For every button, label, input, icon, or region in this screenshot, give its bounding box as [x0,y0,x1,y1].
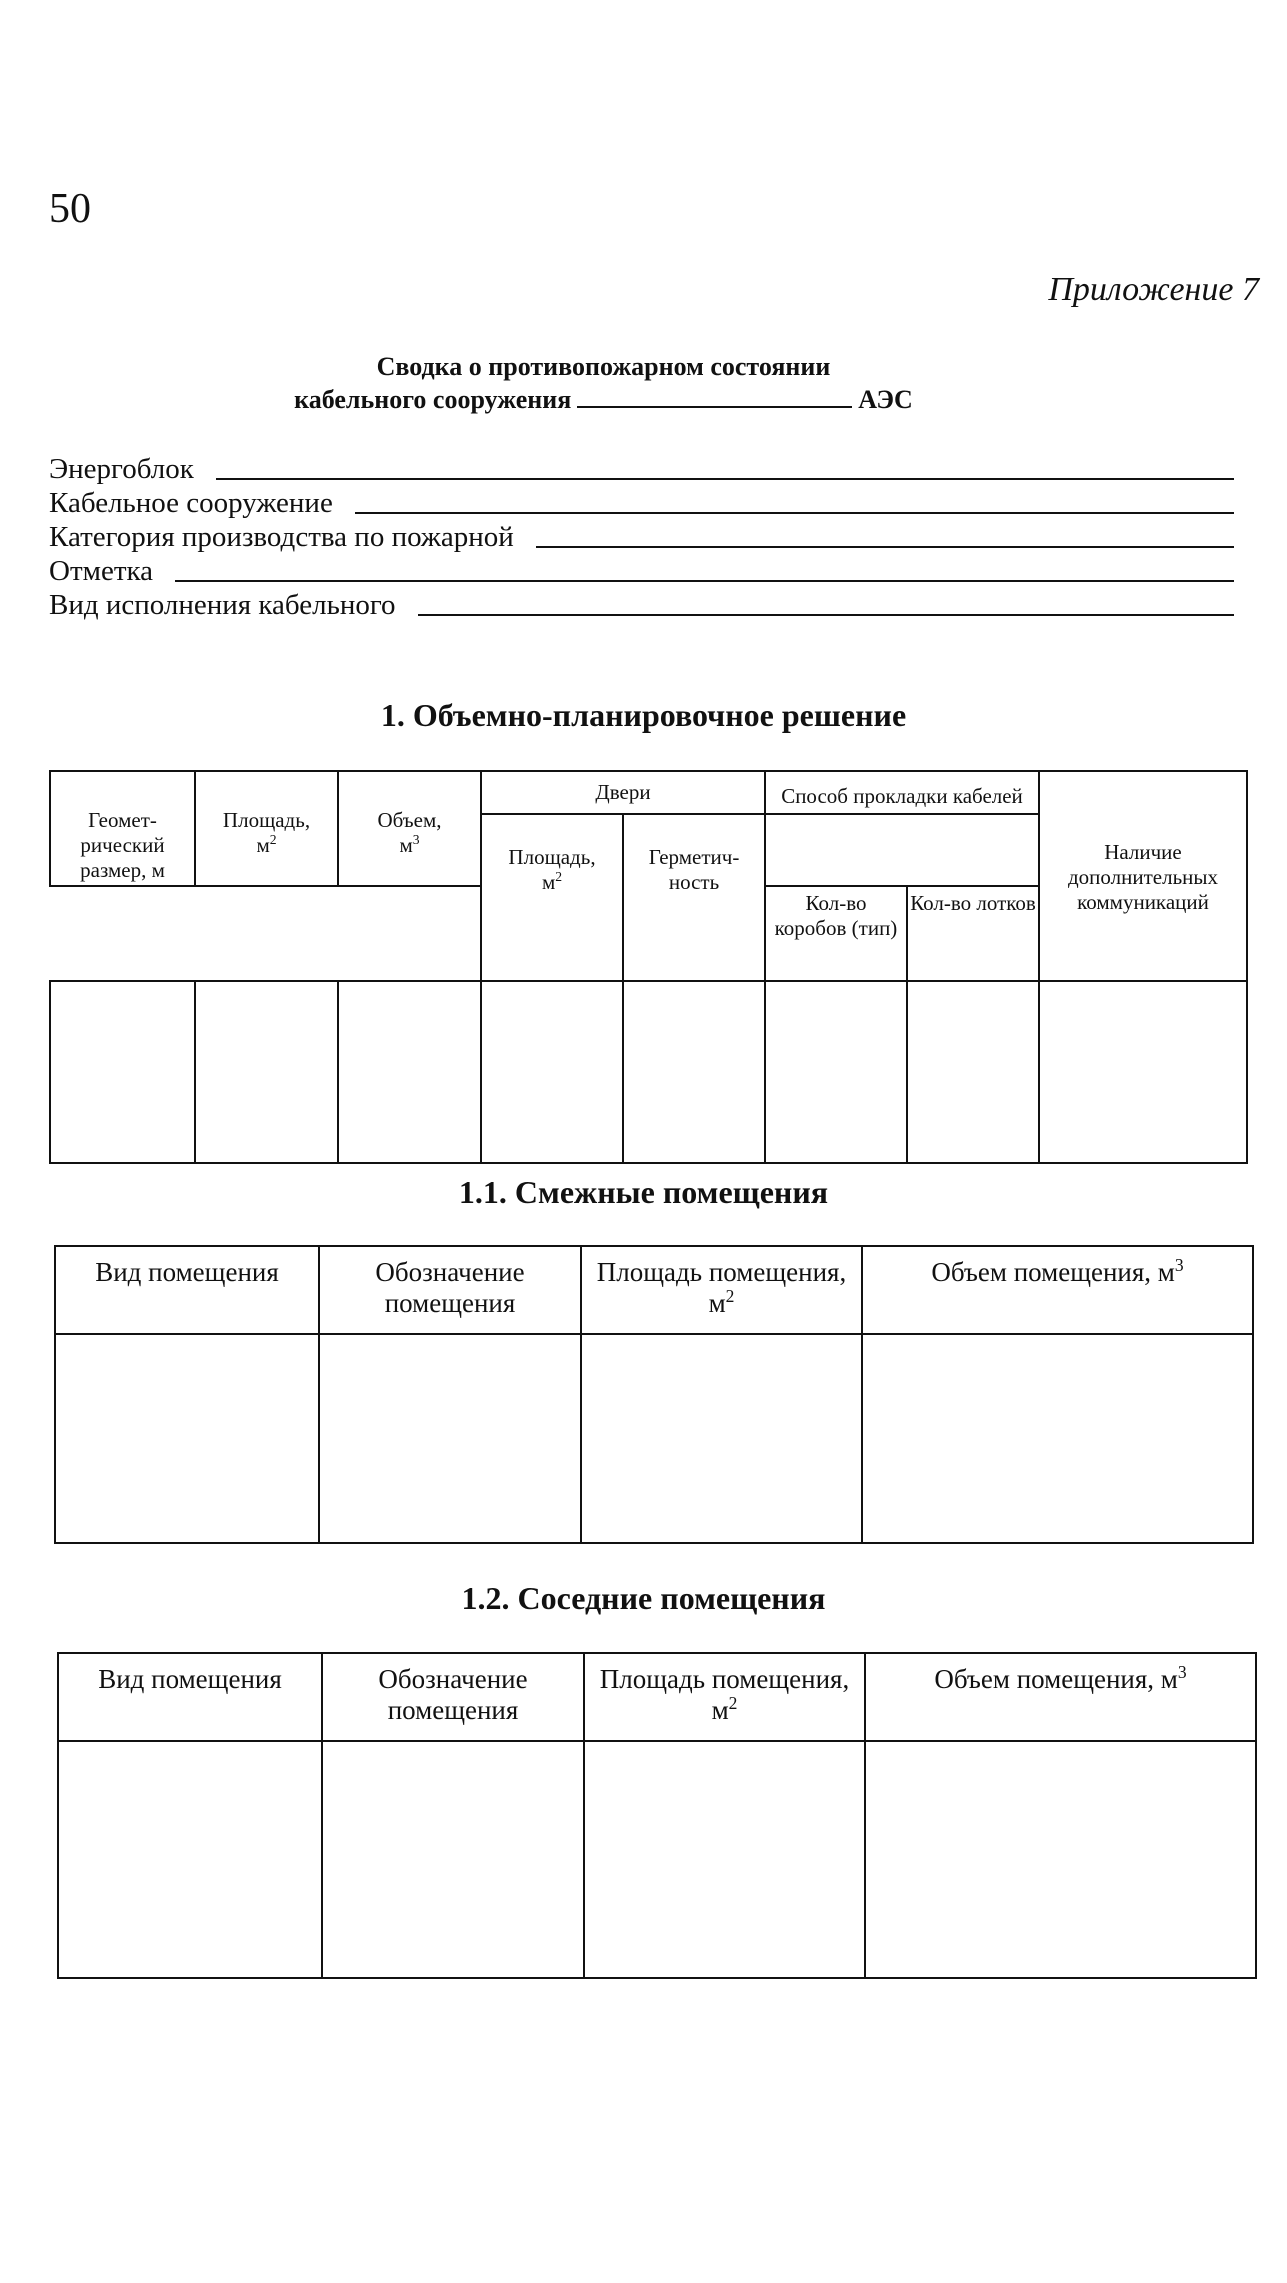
table-cell [338,981,481,1163]
col-header-cable-laying: Способ прокладки кабелей [765,771,1039,814]
col-header-room-designation: Обозначение помещения [322,1653,584,1741]
col-header-volume [338,771,481,886]
section-1-2-title: 1.2. Соседние помещения [461,1580,826,1616]
page-number: 50 [49,186,91,232]
col-header-room-area-text: Площадь помещения, м [596,1257,847,1318]
field-power-unit [49,452,1234,486]
col-header-door-area-unit: м [541,870,556,894]
col-header-tray-count: Кол-во лотков [907,886,1039,981]
col-header-room-type: Вид помещения [58,1653,322,1741]
col-header-area-text: Площадь, [222,808,311,832]
col-header-room-area [584,1653,865,1741]
table-cell [58,1741,322,1978]
col-header-room-volume-text: Объем помещения, м [931,1257,1175,1287]
field-label: Энергоблок [49,453,194,485]
table-cell [581,1334,862,1543]
field-cable-execution [49,588,1234,622]
table-cell [584,1741,865,1978]
col-header-geometric-size: Геомет-рический размер, м [50,771,195,886]
col-header-volume-unit: м [399,833,413,857]
col-header-room-volume-text: Объем помещения, м [934,1664,1178,1694]
col-header-volume-sup: 3 [412,832,420,847]
table-row [58,1741,1256,1978]
field-blank-line [418,613,1234,616]
table-cell [319,1334,581,1543]
title-blank-line [577,384,852,408]
field-blank-line [536,545,1234,548]
document-title-line-1: Сводка о противопожарном состоянии [376,352,831,381]
col-header-room-area [581,1246,862,1334]
table-row [50,981,1247,1163]
col-header-box-count: Кол-во коробов (тип) [765,886,907,981]
col-header-room-area-sup: 2 [728,1693,738,1713]
table-cell [195,981,338,1163]
table-cell [481,981,623,1163]
field-label: Отметка [49,555,154,587]
col-header-area-unit: м [256,833,270,857]
col-header-door-area-sup: 2 [555,869,563,884]
space-planning-table [49,770,1248,1164]
cable-laying-spacer [765,814,1039,886]
document-title-line-2 [0,383,1247,417]
table-cell [1039,981,1247,1163]
appendix-label: Приложение 7 [1048,271,1259,308]
col-header-room-volume [862,1246,1253,1334]
field-blank-line [355,511,1234,514]
table-row [55,1334,1253,1543]
table-cell [50,981,195,1163]
field-label: Категория производства по пожарной [49,521,514,553]
field-blank-line [175,579,1234,582]
neighboring-rooms-table [57,1652,1257,1979]
col-header-volume-text: Объем, [377,808,442,832]
table-cell [907,981,1039,1163]
field-label: Вид исполнения кабельного [49,589,396,621]
field-label: Кабельное сооружение [49,487,333,519]
col-header-room-volume-sup: 3 [1174,1255,1184,1275]
col-header-door-area [481,814,623,981]
field-cable-structure [49,486,1234,520]
table-cell [322,1741,584,1978]
section-1-1-title: 1.1. Смежные помещения [458,1174,829,1210]
document-title-right: АЭС [858,385,913,414]
col-header-door-tightness: Герметич-ность [623,814,765,981]
col-header-area [195,771,338,886]
section-1-title: 1. Объемно-планировочное решение [380,697,907,733]
col-header-door-area-text: Площадь, [508,845,596,869]
col-header-doors: Двери [481,771,765,814]
field-blank-line [216,477,1234,480]
document-title-left: кабельного сооружения [294,385,572,414]
col-header-room-type: Вид помещения [55,1246,319,1334]
col-header-area-sup: 2 [269,832,277,847]
col-header-room-designation: Обозначение помещения [319,1246,581,1334]
col-header-room-area-text: Площадь помещения, м [599,1664,850,1725]
field-elevation [49,554,1234,588]
col-header-room-area-sup: 2 [725,1286,735,1306]
table-cell [623,981,765,1163]
table-cell [765,981,907,1163]
adjacent-rooms-table [54,1245,1254,1544]
col-header-additional-communications: Наличие дополнительных коммуникаций [1039,771,1247,981]
table-cell [865,1741,1256,1978]
col-header-room-volume [865,1653,1256,1741]
table-cell [862,1334,1253,1543]
table-cell [55,1334,319,1543]
col-header-room-volume-sup: 3 [1177,1662,1187,1682]
field-fire-category [49,520,1234,554]
